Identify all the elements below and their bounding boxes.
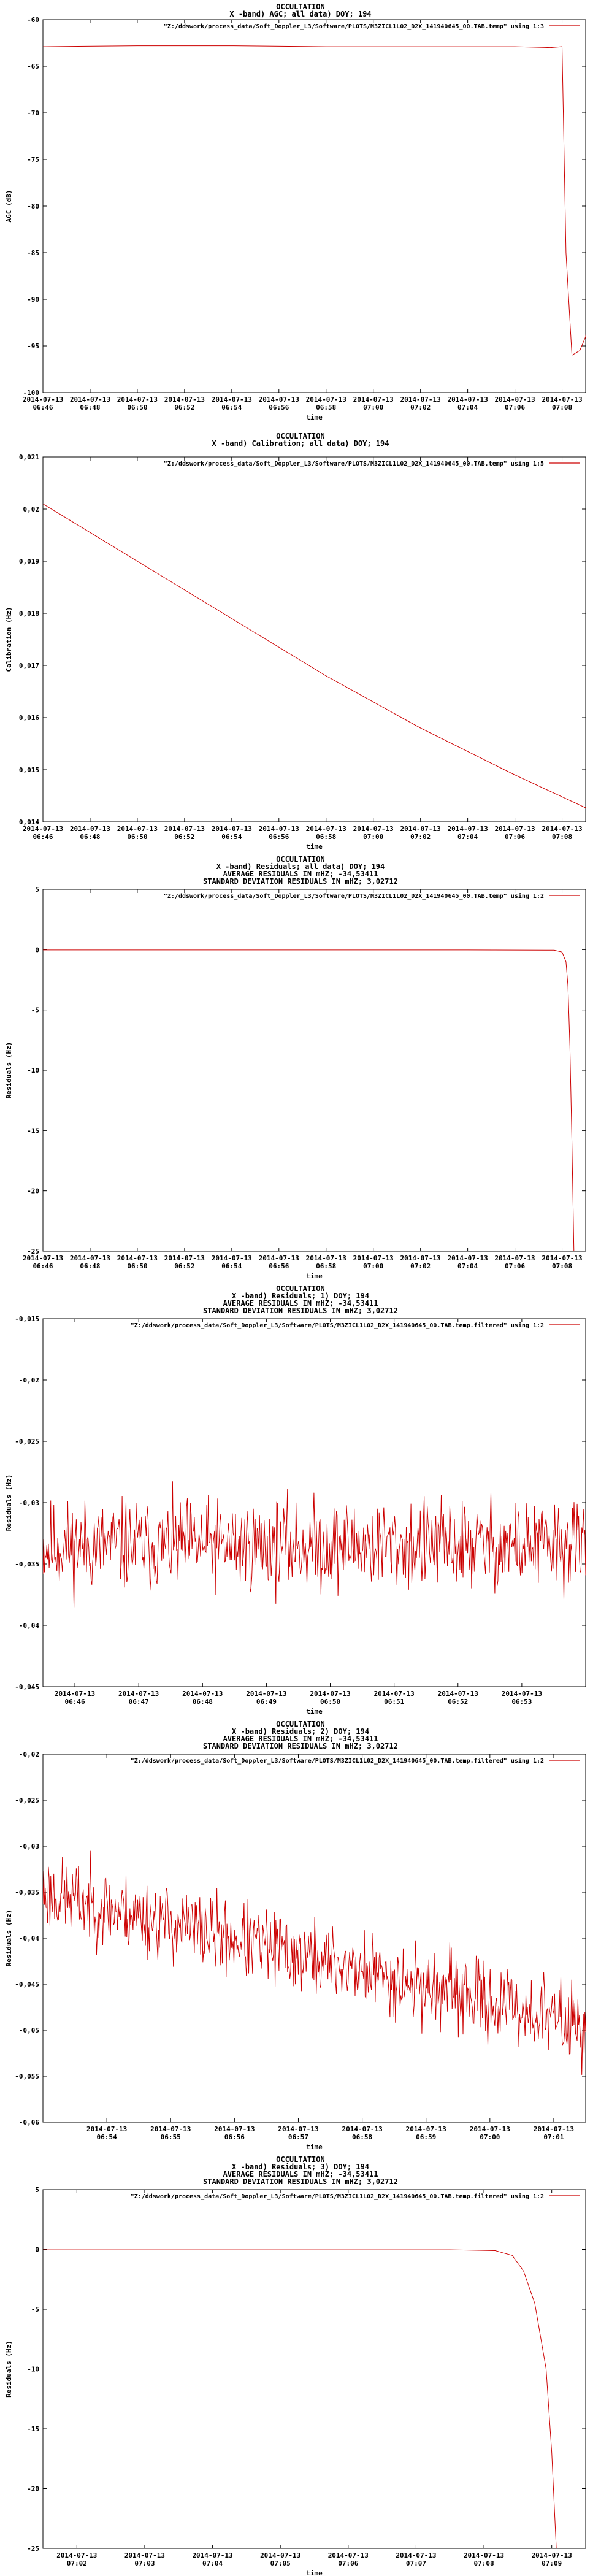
y-tick-label: 0,017 [18,662,39,670]
x-tick-date: 2014-07-13 [447,1254,488,1262]
x-tick-date: 2014-07-13 [164,396,205,404]
x-tick-date: 2014-07-13 [305,1254,346,1262]
legend-label: "Z:/ddswork/process_data/Soft_Doppler_L3/Software/PLOTS/M3ZICL1L02_D2X_141940645_00.TAB.temp" using 1:2 [163,893,544,900]
x-tick-date: 2014-07-13 [211,396,252,404]
y-tick-label: -20 [27,1187,39,1195]
chart-title-line: X -band) Residuals; 3) DOY; 194 [232,2163,369,2171]
x-tick-date: 2014-07-13 [22,1254,64,1262]
x-tick-label: 06:56 [269,833,289,841]
x-tick-date: 2014-07-13 [56,2551,98,2559]
x-tick-label: 07:09 [542,2559,562,2567]
x-tick-date: 2014-07-13 [192,2551,233,2559]
x-tick-date: 2014-07-13 [494,396,535,404]
x-tick-label: 06:50 [127,833,148,841]
x-tick-date: 2014-07-13 [469,2125,510,2133]
chart-svg [0,1282,601,1717]
y-axis-label: Residuals (Hz) [5,1909,13,1967]
x-tick-date: 2014-07-13 [447,825,488,833]
x-tick-label: 06:54 [96,2133,117,2141]
y-tick-label: -0,035 [15,1560,39,1568]
x-tick-date: 2014-07-13 [327,2551,369,2559]
x-tick-label: 06:46 [33,1262,53,1270]
y-tick-label: -0,03 [18,1499,39,1507]
x-tick-date: 2014-07-13 [531,2551,572,2559]
x-tick-label: 06:52 [448,1698,469,1706]
x-axis-label: time [306,2569,323,2576]
y-tick-label: 0 [35,946,39,954]
y-tick-label: -75 [27,156,39,164]
x-tick-date: 2014-07-13 [542,1254,583,1262]
chart-panel-5 [0,1717,601,2153]
x-tick-date: 2014-07-13 [117,1254,158,1262]
x-tick-label: 07:06 [338,2559,359,2567]
legend-label: "Z:/ddswork/process_data/Soft_Doppler_L3/Software/PLOTS/M3ZICL1L02_D2X_141940645_00.TAB.temp.filtered" using 1:2 [130,2193,544,2200]
y-tick-label: 0,015 [18,766,39,774]
x-tick-label: 07:07 [405,2559,426,2567]
x-tick-label: 07:00 [363,404,384,412]
chart-title-line: STANDARD DEVIATION RESIDUALS IN mHZ; 3,02712 [203,2177,398,2186]
x-tick-date: 2014-07-13 [260,2551,301,2559]
y-tick-label: -0,02 [18,1376,39,1384]
x-tick-date: 2014-07-13 [494,1254,535,1262]
legend-label: "Z:/ddswork/process_data/Soft_Doppler_L3/Software/PLOTS/M3ZICL1L02_D2X_141940645_00.TAB.temp" using 1:3 [163,23,544,30]
y-tick-label: 0,016 [18,714,39,722]
x-tick-label: 06:56 [269,1262,289,1270]
chart-title-line: AVERAGE RESIDUALS IN mHZ; -34,53411 [223,1299,378,1308]
x-tick-date: 2014-07-13 [182,1690,223,1698]
x-tick-label: 06:48 [80,1262,101,1270]
chart-title-line: X -band) AGC; all data) DOY; 194 [229,10,372,18]
x-tick-label: 07:04 [457,404,478,412]
x-tick-label: 06:51 [384,1698,405,1706]
x-tick-date: 2014-07-13 [542,825,583,833]
x-tick-label: 07:00 [480,2133,500,2141]
x-tick-date: 2014-07-13 [437,1690,478,1698]
x-tick-date: 2014-07-13 [278,2125,319,2133]
x-tick-label: 06:48 [80,404,101,412]
chart-svg [0,2153,601,2576]
chart-title-line: X -band) Residuals; 2) DOY; 194 [232,1727,369,1736]
chart-title-line: STANDARD DEVIATION RESIDUALS IN mHZ; 3,02712 [203,1742,398,1750]
x-axis-label: time [306,1272,323,1280]
chart-title-line: OCCULTATION [276,2155,325,2164]
chart-panel-1 [0,0,601,429]
x-tick-label: 06:54 [221,404,242,412]
chart-panel-4 [0,1282,601,1717]
y-tick-label: -0,05 [18,2026,39,2034]
x-tick-label: 06:58 [316,404,337,412]
x-tick-label: 07:02 [410,404,431,412]
chart-title-line: OCCULTATION [276,1284,325,1293]
chart-svg [0,0,601,429]
x-tick-date: 2014-07-13 [396,2551,437,2559]
x-tick-date: 2014-07-13 [353,1254,394,1262]
chart-panel-6 [0,2153,601,2576]
y-tick-label: -25 [27,1248,39,1255]
x-tick-label: 06:49 [256,1698,277,1706]
x-tick-label: 06:56 [224,2133,245,2141]
x-tick-date: 2014-07-13 [342,2125,383,2133]
y-tick-label: -0,035 [15,1888,39,1896]
x-tick-label: 06:46 [33,404,53,412]
x-tick-date: 2014-07-13 [405,2125,446,2133]
chart-title-line: STANDARD DEVIATION RESIDUALS IN mHZ; 3,02712 [203,1306,398,1315]
x-tick-label: 06:54 [221,1262,242,1270]
chart-title-line: OCCULTATION [276,2,325,11]
y-axis-label: Residuals (Hz) [5,2340,13,2398]
x-tick-label: 07:06 [505,1262,526,1270]
y-tick-label: -85 [27,249,39,257]
x-tick-date: 2014-07-13 [246,1690,287,1698]
chart-title-line: AVERAGE RESIDUALS IN mHZ; -34,53411 [223,870,378,878]
y-axis-label: Calibration (Hz) [5,607,13,672]
x-tick-label: 06:46 [64,1698,85,1706]
x-tick-date: 2014-07-13 [310,1690,351,1698]
x-tick-label: 06:48 [80,833,101,841]
x-tick-date: 2014-07-13 [463,2551,505,2559]
x-tick-label: 06:52 [174,833,195,841]
y-tick-label: -65 [27,63,39,71]
x-tick-label: 07:01 [543,2133,564,2141]
plot-frame [43,20,586,393]
x-axis-label: time [306,413,323,421]
y-tick-label: -0,025 [15,1438,39,1446]
chart-svg [0,429,601,853]
x-tick-date: 2014-07-13 [150,2125,191,2133]
y-tick-label: -60 [27,16,39,24]
x-tick-date: 2014-07-13 [542,396,583,404]
x-tick-label: 06:46 [33,833,53,841]
y-tick-label: -15 [27,1127,39,1135]
y-tick-label: -0,04 [18,1934,39,1942]
x-tick-label: 06:56 [269,404,289,412]
y-tick-label: -5 [31,1006,39,1014]
y-tick-label: -20 [27,2485,39,2493]
x-tick-date: 2014-07-13 [69,825,111,833]
x-tick-label: 06:52 [174,1262,195,1270]
y-tick-label: -0,04 [18,1622,39,1630]
x-tick-date: 2014-07-13 [305,825,346,833]
x-tick-date: 2014-07-13 [69,396,111,404]
x-tick-date: 2014-07-13 [400,1254,441,1262]
y-tick-label: -80 [27,202,39,210]
legend-label: "Z:/ddswork/process_data/Soft_Doppler_L3/Software/PLOTS/M3ZICL1L02_D2X_141940645_00.TAB.temp" using 1:5 [163,461,544,467]
chart-title-line: X -band) Calibration; all data) DOY; 194 [212,439,389,448]
x-tick-date: 2014-07-13 [124,2551,166,2559]
chart-svg [0,1717,601,2153]
x-tick-label: 07:06 [505,833,526,841]
chart-panel-3 [0,853,601,1282]
x-tick-label: 06:54 [221,833,242,841]
chart-title-line: AVERAGE RESIDUALS IN mHZ; -34,53411 [223,1735,378,1743]
x-tick-date: 2014-07-13 [305,396,346,404]
x-tick-date: 2014-07-13 [164,1254,205,1262]
plot-frame [43,2190,586,2548]
y-tick-label: 0,014 [18,818,39,826]
y-tick-label: -90 [27,296,39,304]
x-tick-label: 07:05 [270,2559,291,2567]
x-tick-label: 07:02 [410,1262,431,1270]
x-tick-date: 2014-07-13 [86,2125,128,2133]
x-tick-label: 06:57 [288,2133,309,2141]
x-axis-label: time [306,1708,323,1715]
x-tick-label: 06:50 [320,1698,341,1706]
y-tick-label: 0,02 [23,505,39,513]
x-tick-date: 2014-07-13 [258,825,299,833]
x-axis-label: time [306,843,323,851]
series-line [43,2250,556,2548]
x-tick-label: 06:59 [416,2133,437,2141]
x-tick-label: 07:08 [551,404,573,412]
y-tick-label: 5 [35,886,39,894]
y-tick-label: -0,02 [18,1750,39,1758]
x-tick-label: 07:04 [202,2559,223,2567]
x-tick-date: 2014-07-13 [501,1690,542,1698]
series-line [43,504,594,812]
chart-title-line: OCCULTATION [276,1720,325,1728]
x-tick-label: 06:58 [316,833,337,841]
legend-label: "Z:/ddswork/process_data/Soft_Doppler_L3/Software/PLOTS/M3ZICL1L02_D2X_141940645_00.TAB.temp.filtered" using 1:2 [130,1758,544,1765]
x-tick-date: 2014-07-13 [164,825,205,833]
y-tick-label: -0,015 [15,1315,39,1323]
x-tick-label: 07:04 [457,1262,478,1270]
x-tick-date: 2014-07-13 [258,1254,299,1262]
x-tick-date: 2014-07-13 [494,825,535,833]
y-tick-label: -0,03 [18,1842,39,1850]
y-tick-label: 5 [35,2186,39,2194]
x-tick-label: 07:04 [457,833,478,841]
x-tick-label: 06:48 [192,1698,213,1706]
series-line [43,1481,586,1607]
x-tick-date: 2014-07-13 [22,825,64,833]
x-tick-date: 2014-07-13 [400,396,441,404]
y-axis-label: Residuals (Hz) [5,1041,13,1099]
x-tick-label: 07:08 [551,1262,573,1270]
x-tick-date: 2014-07-13 [211,825,252,833]
chart-panel-2 [0,429,601,853]
plot-frame [43,889,586,1251]
x-tick-date: 2014-07-13 [69,1254,111,1262]
x-tick-label: 07:08 [473,2559,494,2567]
x-tick-label: 07:06 [505,404,526,412]
x-tick-label: 06:58 [352,2133,373,2141]
chart-title-line: OCCULTATION [276,855,325,864]
x-tick-date: 2014-07-13 [353,396,394,404]
chart-title-line: STANDARD DEVIATION RESIDUALS IN mHZ; 3,02712 [203,877,398,886]
x-tick-label: 06:52 [174,404,195,412]
chart-title-line: OCCULTATION [276,432,325,440]
y-tick-label: -0,025 [15,1796,39,1804]
x-tick-date: 2014-07-13 [533,2125,575,2133]
y-tick-label: 0,021 [18,453,39,461]
x-tick-date: 2014-07-13 [22,396,64,404]
y-tick-label: 0,018 [18,610,39,618]
y-tick-label: -25 [27,2545,39,2553]
x-tick-date: 2014-07-13 [400,825,441,833]
y-axis-label: AGC (dB) [5,190,13,223]
chart-title-line: AVERAGE RESIDUALS IN mHZ; -34,53411 [223,2170,378,2179]
x-tick-date: 2014-07-13 [118,1690,159,1698]
y-tick-label: -95 [27,342,39,350]
x-tick-date: 2014-07-13 [258,396,299,404]
x-tick-label: 06:55 [160,2133,181,2141]
y-tick-label: -70 [27,109,39,117]
y-tick-label: 0 [35,2245,39,2254]
x-tick-date: 2014-07-13 [117,396,158,404]
x-tick-label: 06:50 [127,1262,148,1270]
x-tick-date: 2014-07-13 [211,1254,252,1262]
x-axis-label: time [306,2143,323,2151]
y-tick-label: -15 [27,2425,39,2433]
y-tick-label: -5 [31,2306,39,2313]
x-tick-label: 07:00 [363,833,384,841]
y-axis-label: Residuals (Hz) [5,1474,13,1531]
y-tick-label: -0,045 [15,1980,39,1988]
x-tick-label: 07:02 [410,833,431,841]
x-tick-date: 2014-07-13 [373,1690,415,1698]
x-tick-date: 2014-07-13 [214,2125,255,2133]
chart-title-line: X -band) Residuals; all data) DOY; 194 [216,862,385,871]
x-tick-label: 06:50 [127,404,148,412]
series-line [43,1851,586,2075]
y-tick-label: -0,06 [18,2118,39,2126]
y-tick-label: -10 [27,2365,39,2374]
x-tick-label: 07:08 [551,833,573,841]
y-tick-label: -100 [23,389,39,397]
plot-frame [43,457,586,822]
x-tick-label: 07:03 [134,2559,155,2567]
y-tick-label: -0,045 [15,1683,39,1691]
y-tick-label: -10 [27,1067,39,1075]
x-tick-label: 06:47 [128,1698,149,1706]
series-line [43,46,594,356]
x-tick-date: 2014-07-13 [117,825,158,833]
series-line [43,950,574,1251]
chart-svg [0,853,601,1282]
x-tick-date: 2014-07-13 [353,825,394,833]
y-tick-label: -0,055 [15,2072,39,2080]
legend-label: "Z:/ddswork/process_data/Soft_Doppler_L3/Software/PLOTS/M3ZICL1L02_D2X_141940645_00.TAB.temp.filtered" using 1:2 [130,1322,544,1329]
x-tick-label: 07:02 [66,2559,87,2567]
x-tick-label: 07:00 [363,1262,384,1270]
y-tick-label: 0,019 [18,558,39,565]
x-tick-label: 06:58 [316,1262,337,1270]
x-tick-date: 2014-07-13 [447,396,488,404]
x-tick-date: 2014-07-13 [54,1690,96,1698]
chart-title-line: X -band) Residuals; 1) DOY; 194 [232,1292,369,1300]
x-tick-label: 06:53 [511,1698,532,1706]
